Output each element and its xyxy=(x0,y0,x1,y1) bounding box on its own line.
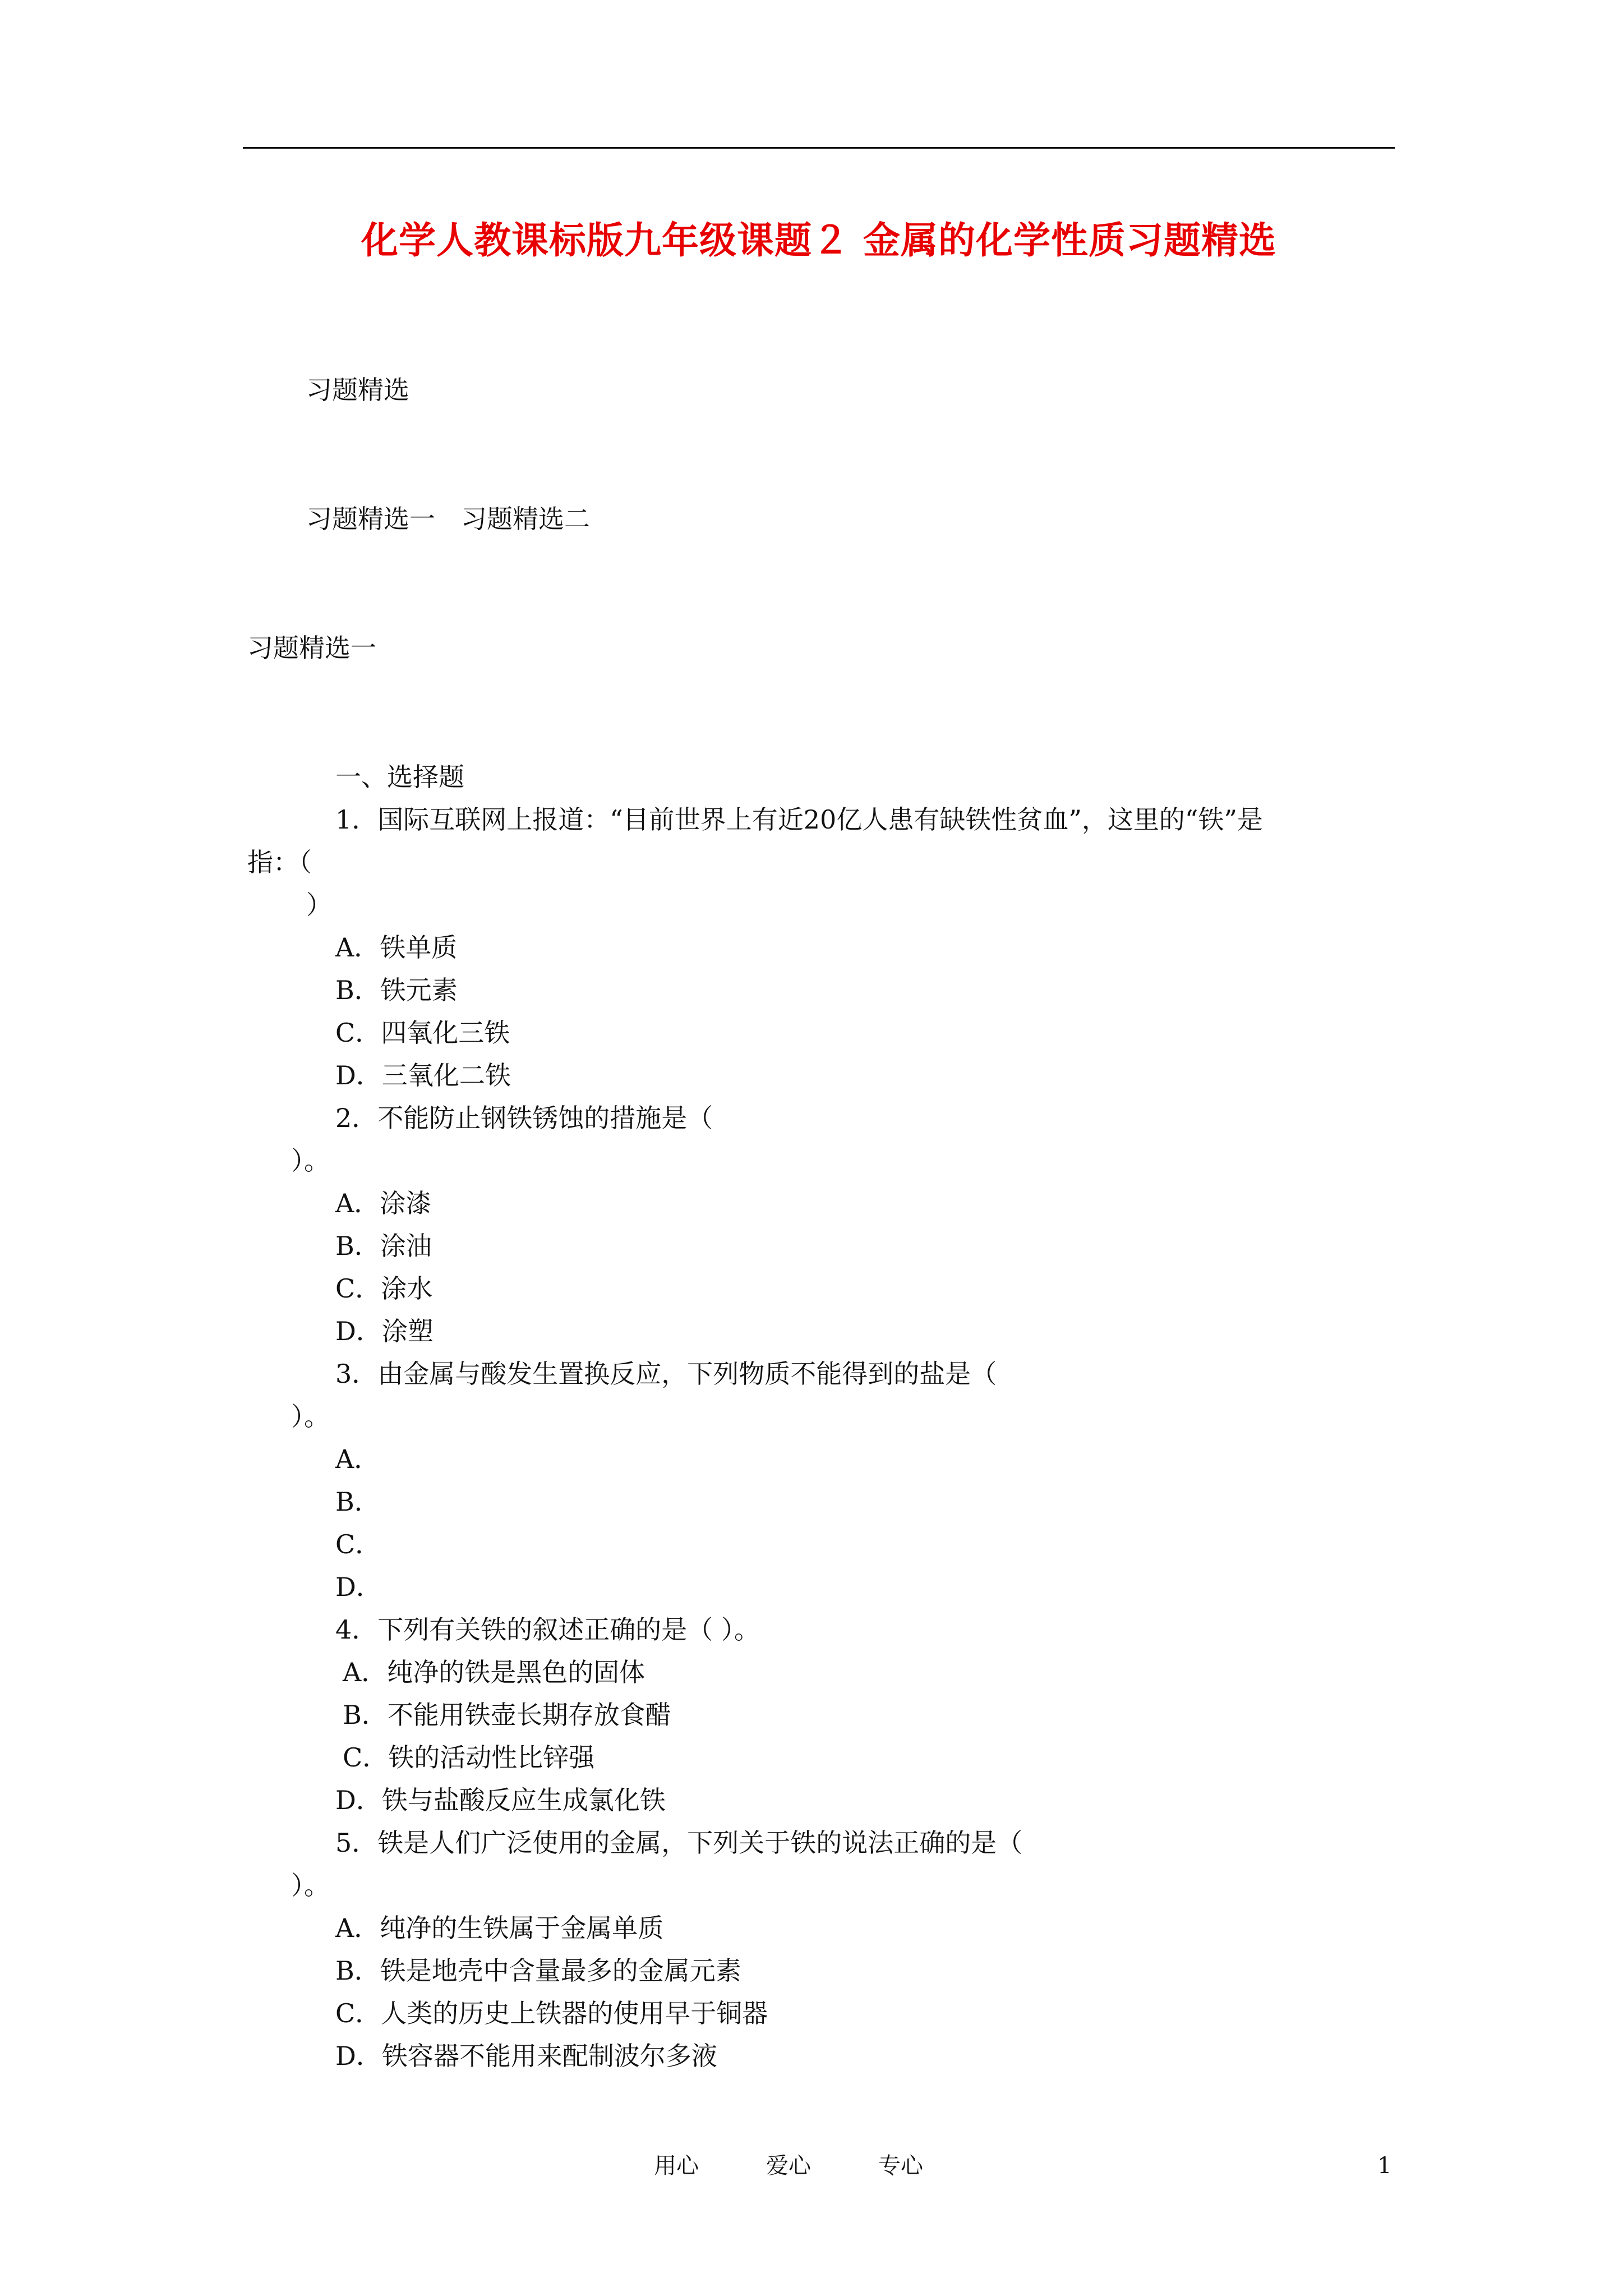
question-3-option-d: D． xyxy=(335,1572,382,1602)
question-1-option-d: D．三氧化二铁 xyxy=(335,1060,511,1091)
question-2-option-b: B．涂油 xyxy=(335,1231,432,1261)
section-links xyxy=(306,502,590,536)
header-rule xyxy=(243,147,1395,149)
link-section-two[interactable]: 习题精选二 xyxy=(461,504,590,534)
question-1-option-c: C．四氧化三铁 xyxy=(335,1018,510,1048)
question-5-stem-cont: ）。 xyxy=(291,1870,330,1901)
question-5-option-d: D．铁容器不能用来配制波尔多液 xyxy=(335,2041,717,2071)
question-4-stem: 4．下列有关铁的叙述正确的是（ ）。 xyxy=(335,1614,760,1645)
question-4-option-d: D．铁与盐酸反应生成氯化铁 xyxy=(335,1785,666,1815)
document-title: 化学人教课标版九年级课题２ 金属的化学性质习题精选 xyxy=(361,218,1276,262)
question-1-stem: 1．国际互联网上报道：“目前世界上有近20亿人患有缺铁性贫血”，这里的“铁”是 xyxy=(335,804,1263,835)
intro-heading: 习题精选 xyxy=(306,375,409,405)
question-3-option-c: C． xyxy=(335,1529,381,1559)
question-5-option-c: C．人类的历史上铁器的使用早于铜器 xyxy=(335,1998,768,2028)
question-4-option-b: B．不能用铁壶长期存放食醋 xyxy=(343,1700,671,1730)
link-section-one[interactable]: 习题精选一 xyxy=(306,504,435,534)
question-3-option-a: A． xyxy=(335,1444,380,1474)
question-2-stem-cont: ）。 xyxy=(291,1145,330,1176)
part-heading: 一、选择题 xyxy=(335,762,464,792)
question-5-stem: 5．铁是人们广泛使用的金属，下列关于铁的说法正确的是（ xyxy=(335,1828,1023,1858)
section-heading: 习题精选一 xyxy=(247,633,376,663)
question-1-stem-cont: 指：（ xyxy=(247,847,312,877)
footer-motto-2: 爱心 xyxy=(766,2153,811,2179)
question-3-option-b: B． xyxy=(335,1487,380,1517)
question-2-option-d: D．涂塑 xyxy=(335,1316,434,1346)
question-1-stem-end: ） xyxy=(306,890,332,920)
question-5-option-a: A．纯净的生铁属于金属单质 xyxy=(335,1913,664,1943)
question-1-option-a: A．铁单质 xyxy=(335,932,458,963)
question-1-option-b: B．铁元素 xyxy=(335,975,458,1005)
question-4-option-a: A．纯净的铁是黑色的固体 xyxy=(343,1657,645,1687)
question-5-option-b: B．铁是地壳中含量最多的金属元素 xyxy=(335,1955,741,1986)
question-3-stem-cont: ）。 xyxy=(291,1401,330,1432)
question-2-option-c: C．涂水 xyxy=(335,1273,433,1304)
page-number: 1 xyxy=(1377,2153,1392,2179)
question-2-stem: 2．不能防止钢铁锈蚀的措施是（ xyxy=(335,1103,713,1133)
footer-motto-3: 专心 xyxy=(878,2153,923,2179)
question-4-option-c: C．铁的活动性比锌强 xyxy=(343,1742,595,1773)
footer-motto-1: 用心 xyxy=(654,2153,699,2179)
question-3-stem: 3．由金属与酸发生置换反应，下列物质不能得到的盐是（ xyxy=(335,1359,997,1389)
question-2-option-a: A．涂漆 xyxy=(335,1188,432,1218)
